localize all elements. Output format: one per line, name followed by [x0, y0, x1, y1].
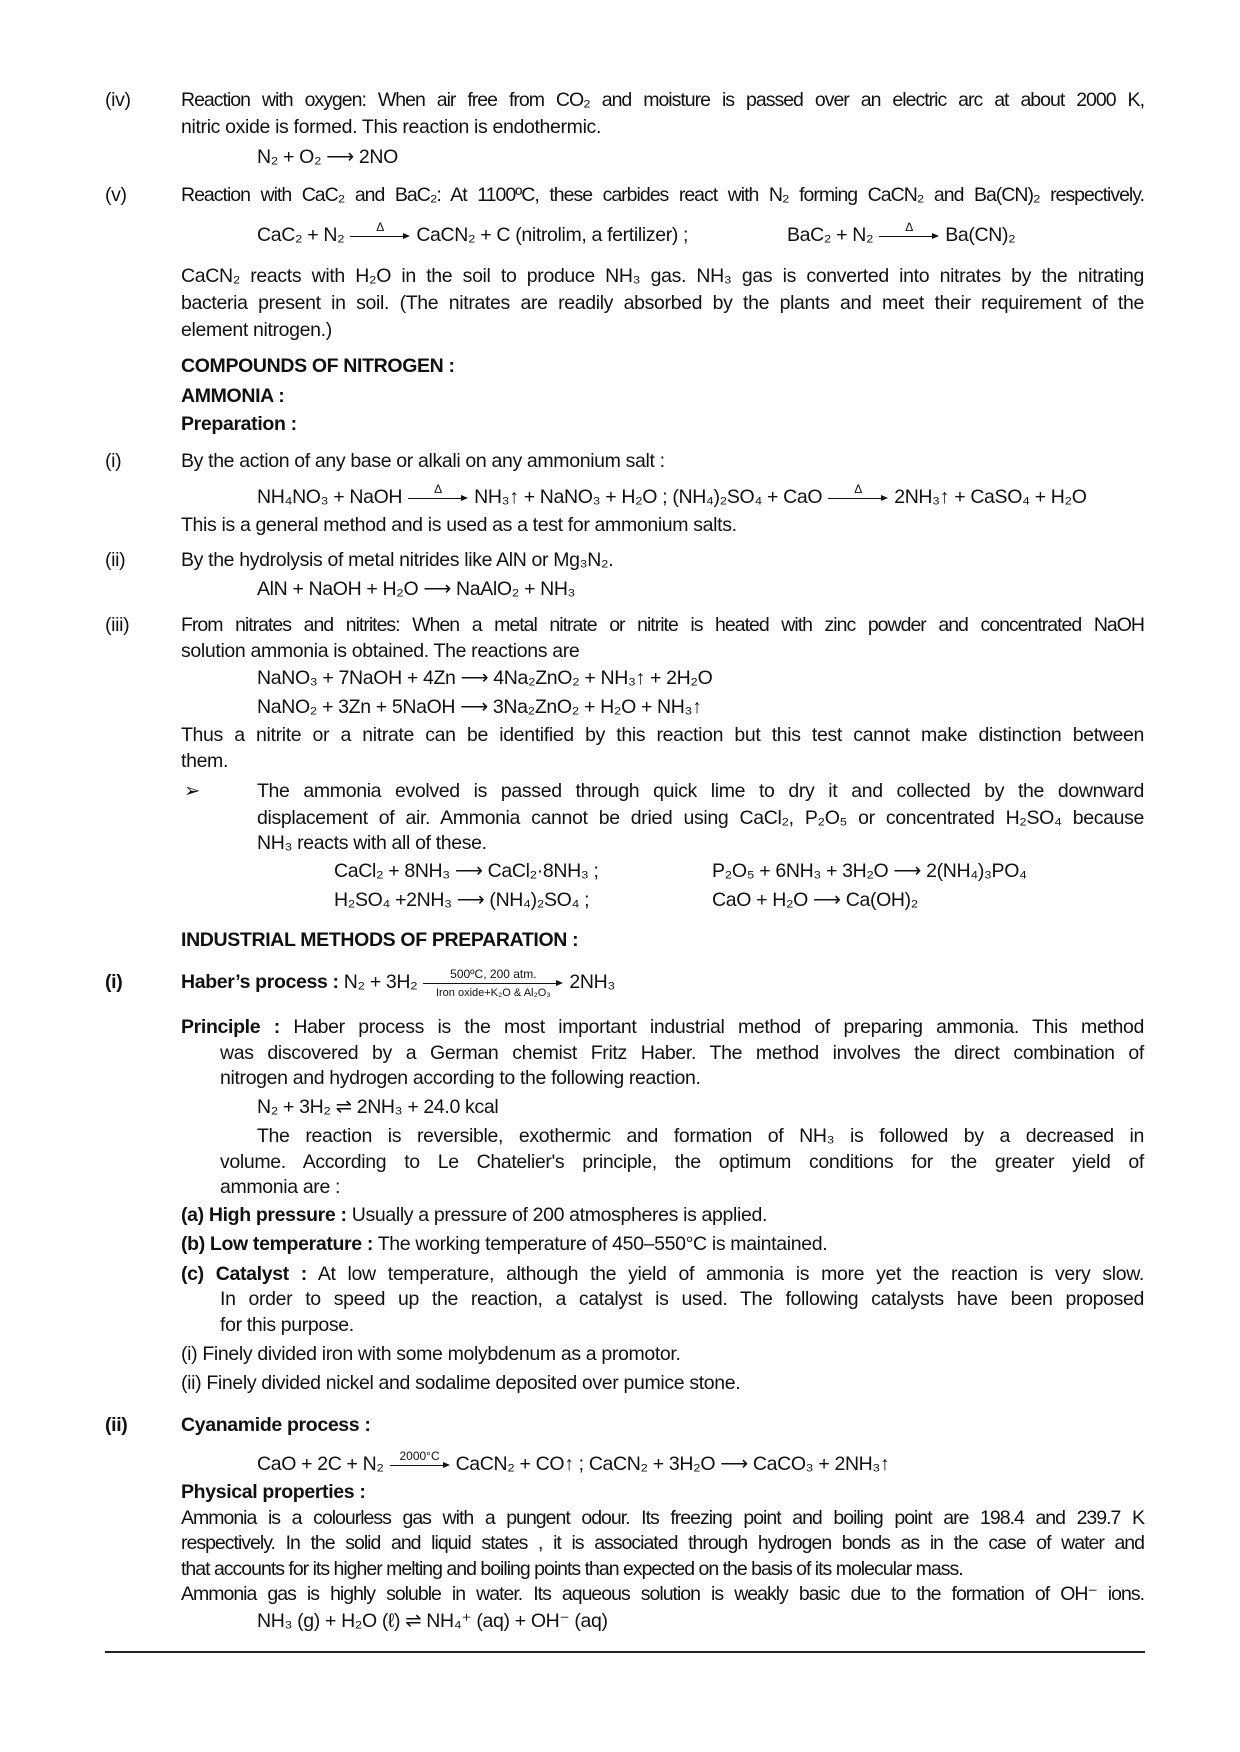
arrow-label: Δ — [905, 219, 914, 234]
eq-part: 2NH₃↑ + CaSO₄ + H₂O — [894, 486, 1087, 508]
arrow-label: Δ — [854, 481, 863, 496]
paragraph-line — [181, 1016, 1144, 1038]
paragraph-line: Thus a nitrite or a nitrate can be identified by this reaction but this test cannot make distinction between — [181, 724, 1144, 746]
paragraph-line: Reaction with CaC₂ and BaC₂: At 1100ºC, these carbides react with N₂ forming CaCN₂ and Ba(CN)₂ respectively. — [181, 184, 1144, 206]
catalyst-item: (ii) Finely divided nickel and sodalime deposited over pumice stone. — [181, 1372, 741, 1394]
condition-label: (c) Catalyst : — [181, 1263, 307, 1285]
arrow-icon — [350, 236, 404, 237]
item-label: (ii) — [105, 549, 126, 571]
equation — [257, 481, 1087, 508]
paragraph-line: for this purpose. — [220, 1314, 354, 1336]
equation: H₂SO₄ +2NH₃ ⟶ (NH₄)₂SO₄ ; — [334, 889, 590, 911]
equation: P₂O₅ + 6NH₃ + 3H₂O ⟶ 2(NH₄)₃PO₄ — [712, 860, 1027, 882]
paragraph-line: The reaction is reversible, exothermic and formation of NH₃ is followed by a decreased in — [257, 1125, 1144, 1147]
eq-rhs: Ba(CN)₂ — [945, 224, 1016, 246]
arrowhead-bullet-icon: ➢ — [184, 780, 200, 802]
paragraph-line: In order to speed up the reaction, a catalyst is used. The following catalysts have been proposed — [220, 1288, 1144, 1310]
item-label: (v) — [105, 184, 127, 206]
section-heading: INDUSTRIAL METHODS OF PREPARATION : — [181, 929, 579, 951]
conditions-arrow — [390, 1448, 450, 1471]
paragraph-line: By the hydrolysis of metal nitrides like AlN or Mg₃N₂. — [181, 549, 614, 571]
section-heading: Physical properties : — [181, 1481, 366, 1503]
item-label: (iii) — [105, 614, 130, 636]
arrow-icon — [828, 498, 882, 499]
arrow-icon — [408, 498, 462, 499]
paragraph-line: respectively. In the solid and liquid states , it is associated through hydrogen bonds as in the case of water and — [181, 1532, 1144, 1554]
eq-rhs: CaCN₂ + C (nitrolim, a fertilizer) ; — [416, 224, 689, 246]
paragraph-line: was discovered by a German chemist Fritz Haber. The method involves the direct combination of — [220, 1042, 1144, 1064]
equation: AlN + NaOH + H₂O ⟶ NaAlO₂ + NH₃ — [257, 578, 576, 600]
paragraph-line: element nitrogen.) — [181, 319, 332, 341]
paragraph-line: By the action of any base or alkali on any ammonium salt : — [181, 450, 665, 472]
arrow-label: Δ — [434, 481, 443, 496]
equation: N₂ + 3H₂ ⇌ 2NH₃ + 24.0 kcal — [257, 1096, 499, 1118]
equation: NaNO₃ + 7NaOH + 4Zn ⟶ 4Na₂ZnO₂ + NH₃↑ + 2H₂O — [257, 667, 713, 689]
delta-arrow — [408, 481, 468, 504]
eq-lhs: N₂ + 3H₂ — [343, 971, 418, 993]
equation: CaCl₂ + 8NH₃ ⟶ CaCl₂·8NH₃ ; — [334, 860, 599, 882]
paragraph-line: displacement of air. Ammonia cannot be dried using CaCl₂, P₂O₅ or concentrated H₂SO₄ because — [257, 807, 1144, 829]
delta-arrow — [879, 219, 939, 242]
section-heading: COMPOUNDS OF NITROGEN : — [181, 355, 455, 377]
condition-item — [181, 1263, 1144, 1285]
eq-rhs: 2NH₃ — [569, 971, 615, 993]
process-title: Cyanamide process : — [181, 1414, 371, 1436]
eq-part: NH₃↑ + NaNO₃ + H₂O ; (NH₄)₂SO₄ + CaO — [474, 486, 823, 508]
section-heading: AMMONIA : — [181, 385, 285, 407]
equation: NaNO₂ + 3Zn + 5NaOH ⟶ 3Na₂ZnO₂ + H₂O + NH₃↑ — [257, 696, 702, 718]
paragraph-line: nitrogen and hydrogen according to the following reaction. — [220, 1067, 701, 1089]
paragraph-line: ammonia are : — [220, 1176, 341, 1198]
paragraph-line: bacteria present in soil. (The nitrates are readily absorbed by the plants and meet their requirement of the — [181, 292, 1144, 314]
item-label: (i) — [105, 450, 122, 472]
principle-label: Principle : — [181, 1016, 280, 1038]
equation: CaO + H₂O ⟶ Ca(OH)₂ — [712, 889, 919, 911]
arrow-label: Iron oxide+K₂O & Al₂O₃ — [435, 986, 551, 999]
delta-arrow — [828, 481, 888, 504]
delta-arrow — [350, 219, 410, 242]
paragraph-line: CaCN₂ reacts with H₂O in the soil to produce NH₃ gas. NH₃ gas is converted into nitrates by the nitrating — [181, 265, 1144, 287]
eq-lhs: CaC₂ + N₂ — [257, 224, 345, 246]
paragraph-line: volume. According to Le Chatelier's principle, the optimum conditions for the greater yield of — [220, 1151, 1144, 1173]
arrow-label: 500ºC, 200 atm. — [450, 966, 537, 981]
paragraph-line: Ammonia gas is highly soluble in water. Its aqueous solution is weakly basic due to the formation of OH⁻ ions. — [181, 1583, 1144, 1605]
paragraph-line: them. — [181, 750, 229, 772]
paragraph-line: nitric oxide is formed. This reaction is endothermic. — [181, 116, 602, 138]
habers-process-equation — [181, 966, 615, 999]
eq-lhs: CaO + 2C + N₂ — [257, 1453, 384, 1475]
paragraph-line: NH₃ reacts with all of these. — [257, 832, 487, 854]
item-label: (iv) — [105, 89, 131, 111]
cyanamide-equation — [257, 1448, 890, 1475]
text: At low temperature, although the yield of ammonia is more yet the reaction is very slow. — [317, 1263, 1144, 1285]
eq-rhs: CaCN₂ + CO↑ ; CaCN₂ + 3H₂O ⟶ CaCO₃ + 2NH₃↑ — [455, 1453, 890, 1475]
catalyst-item: (i) Finely divided iron with some molybdenum as a promotor. — [181, 1343, 681, 1365]
equation: N₂ + O₂ ⟶ 2NO — [257, 146, 398, 168]
eq-part: NH₄NO₃ + NaOH — [257, 486, 403, 508]
equation — [257, 219, 689, 246]
equation — [787, 219, 1016, 246]
paragraph-line: This is a general method and is used as a test for ammonium salts. — [181, 514, 737, 536]
condition-item — [181, 1233, 827, 1255]
condition-label: (a) High pressure : — [181, 1204, 347, 1226]
item-label: (i) — [105, 971, 123, 993]
process-title: Haber’s process : — [181, 971, 339, 993]
paragraph-line: solution ammonia is obtained. The reactions are — [181, 640, 580, 662]
arrow-icon — [423, 983, 557, 984]
condition-item — [181, 1204, 767, 1226]
paragraph-line: that accounts for its higher melting and boiling points than expected on the basis of its molecular mass. — [181, 1558, 963, 1580]
arrow-icon — [390, 1465, 444, 1466]
section-heading: Preparation : — [181, 413, 297, 435]
arrow-label: Δ — [376, 219, 385, 234]
item-label: (ii) — [105, 1414, 128, 1436]
arrow-icon — [879, 236, 933, 237]
text: Haber process is the most important industrial method of preparing ammonia. This method — [293, 1016, 1144, 1038]
paragraph-line: Ammonia is a colourless gas with a pungent odour. Its freezing point and boiling point are 198.4 and 239.7 K — [181, 1507, 1144, 1529]
paragraph-line: From nitrates and nitrites: When a metal nitrate or nitrite is heated with zinc powder and concentrated NaOH — [181, 614, 1144, 636]
footer-divider — [105, 1651, 1145, 1653]
equation: NH₃ (g) + H₂O (ℓ) ⇌ NH₄⁺ (aq) + OH⁻ (aq) — [257, 1610, 608, 1632]
text: The working temperature of 450–550°C is maintained. — [377, 1233, 828, 1255]
paragraph-line: Reaction with oxygen: When air free from CO₂ and moisture is passed over an electric arc at about 2000 K, — [181, 89, 1144, 111]
condition-label: (b) Low temperature : — [181, 1233, 373, 1255]
eq-lhs: BaC₂ + N₂ — [787, 224, 874, 246]
conditions-arrow — [423, 966, 563, 999]
text: Usually a pressure of 200 atmospheres is applied. — [351, 1204, 768, 1226]
arrow-label: 2000°C — [399, 1448, 440, 1463]
paragraph-line: The ammonia evolved is passed through quick lime to dry it and collected by the downward — [257, 780, 1144, 802]
